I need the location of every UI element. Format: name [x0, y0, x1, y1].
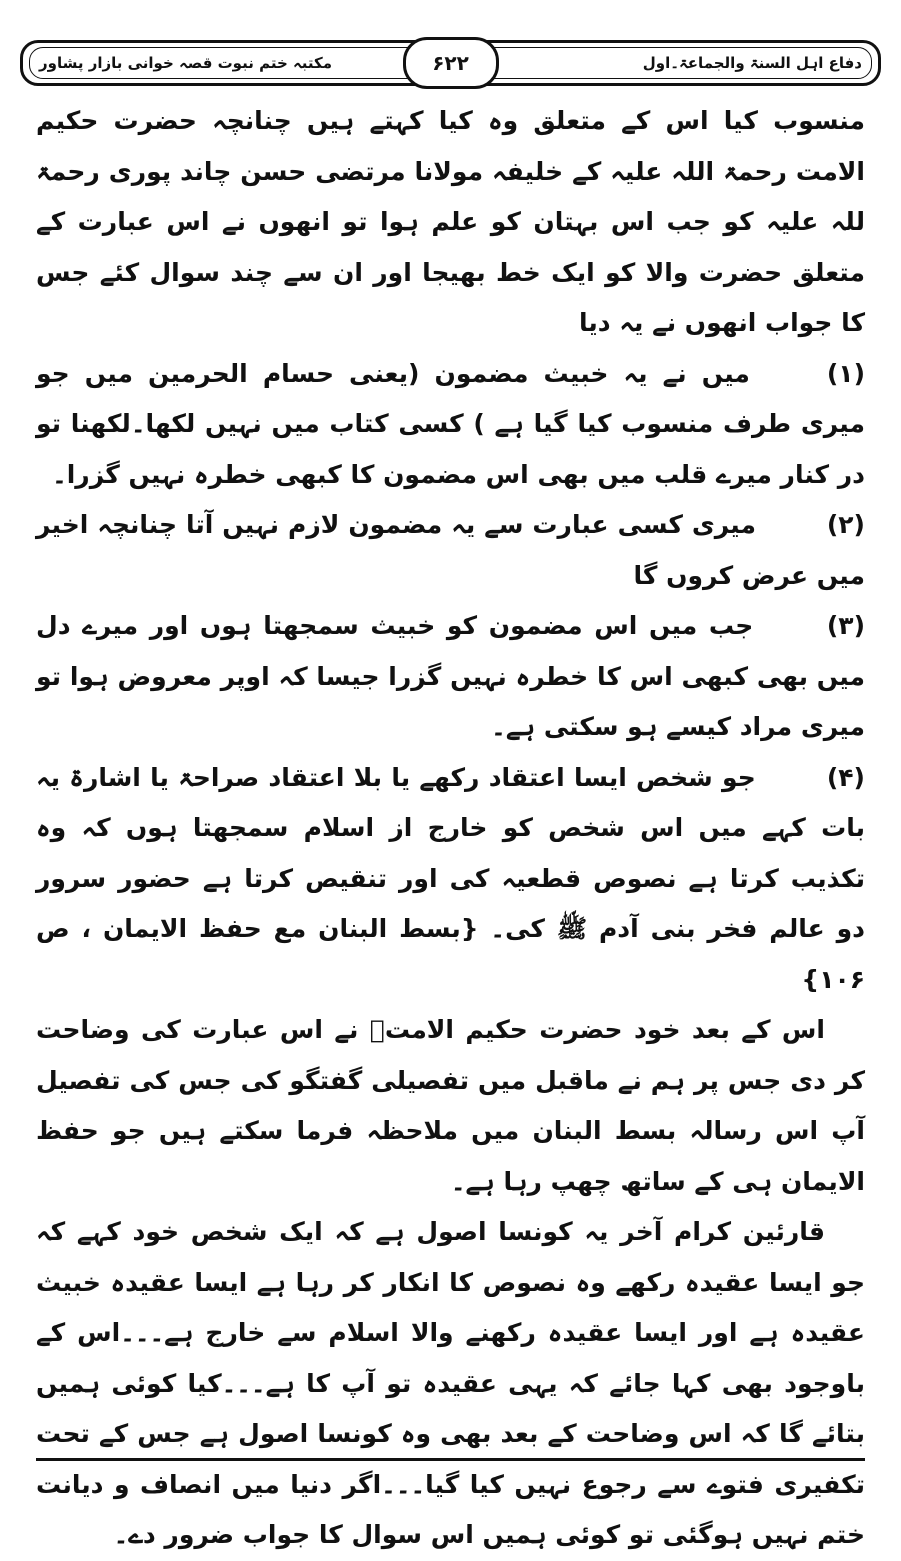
- page-number: ۶۲۲: [403, 37, 499, 89]
- publisher-name: مکتبہ ختم نبوت قصہ خوانی بازار پشاور: [39, 54, 333, 72]
- page-body: [36, 96, 865, 1561]
- item-number: (۳): [826, 611, 865, 640]
- item-number: (۴): [826, 762, 865, 792]
- closing-paragraph-text: قارئین کرام آخر یہ کونسا اصول ہے کہ ایک شخص خود کہے کہ جو ایسا عقیدہ رکھے وہ نصوص کا انکار کر رہا ہے ایسا عقیدہ خبیث عقیدہ ہے اور ایسا عقیدہ رکھنے والا اسلام سے خارج ہے۔۔۔اس کے باوجود بھی کہا جائے کہ یہی عقیدہ تو آپ کا ہے۔۔۔کیا کوئی ہمیں بتائے گا کہ اس وضاحت کے بعد بھی وہ کونسا اصول ہے جس کے تحت تکفیری فتوے سے رجوع نہیں کیا گیا۔۔۔اگر دنیا میں انصاف و دیانت ختم نہیں ہوگئی تو کوئی ہمیں اس سوال کا جواب ضرور دے۔: [36, 1217, 865, 1549]
- numbered-item: [36, 601, 865, 753]
- item-text: جب میں اس مضمون کو خبیث سمجھتا ہوں اور میرے دل میں بھی کبھی اس کا خطرہ نہیں گزرا جیسا کہ اوپر معروض ہوا تو میری مراد کیسے ہو سکتی ہے۔: [36, 611, 865, 741]
- footer-rule: [36, 1458, 865, 1461]
- numbered-item: [36, 500, 865, 601]
- item-text: میں نے یہ خبیث مضمون (یعنی حسام الحرمین میں جو میری طرف منسوب کیا گیا ہے ) کسی کتاب میں نہیں لکھا۔لکھنا تو در کنار میرے قلب میں بھی اس مضمون کا کبھی خطرہ نہیں گزرا۔: [36, 358, 865, 489]
- closing-paragraph: [36, 1207, 865, 1561]
- page-header: [20, 40, 881, 86]
- book-title: دفاع اہل السنۃ والجماعۃ۔اول: [642, 54, 862, 72]
- item-number: (۲): [826, 510, 865, 539]
- closing-paragraph: [36, 1005, 865, 1207]
- item-text: میری کسی عبارت سے یہ مضمون لازم نہیں آتا چنانچہ اخیر میں عرض کروں گا: [36, 510, 865, 590]
- closing-paragraph-text: اس کے بعد خود حضرت حکیم الامتؒ نے اس عبارت کی وضاحت کر دی جس پر ہم نے ماقبل میں تفصیلی گفتگو کی جس کی تفصیل آپ اس رسالہ بسط البنان میں ملاحظہ فرما سکتے ہیں جو حفظ الایمان ہی کے ساتھ چھپ رہا ہے۔: [36, 1015, 865, 1196]
- numbered-item: [36, 753, 865, 1006]
- numbered-item: [36, 349, 865, 501]
- item-number: (۱): [826, 358, 865, 388]
- intro-paragraph: منسوب کیا اس کے متعلق وہ کیا کہتے ہیں چنانچہ حضرت حکیم الامت رحمۃ اللہ علیہ کے خلیفہ مولانا مرتضی حسن چاند پوری رحمۃ للہ علیہ کو جب اس بہتان کو علم ہوا تو انھوں نے اس عبارت کے متعلق حضرت والا کو ایک خط بھیجا اور ان سے چند سوال کئے جس کا جواب انھوں نے یہ دیا: [36, 106, 865, 337]
- item-text: جو شخص ایسا اعتقاد رکھے یا بلا اعتقاد صراحۃ یا اشارۃ یہ بات کہے میں اس شخص کو خارج از اسلام سمجھتا ہوں کہ وہ تکذیب کرتا ہے نصوص قطعیہ کی اور تنقیص کرتا ہے حضور سرور دو عالم فخر بنی آدم ﷺ کی۔ {بسط البنان مع حفظ الایمان ، ص ۱۰۶}: [36, 762, 865, 994]
